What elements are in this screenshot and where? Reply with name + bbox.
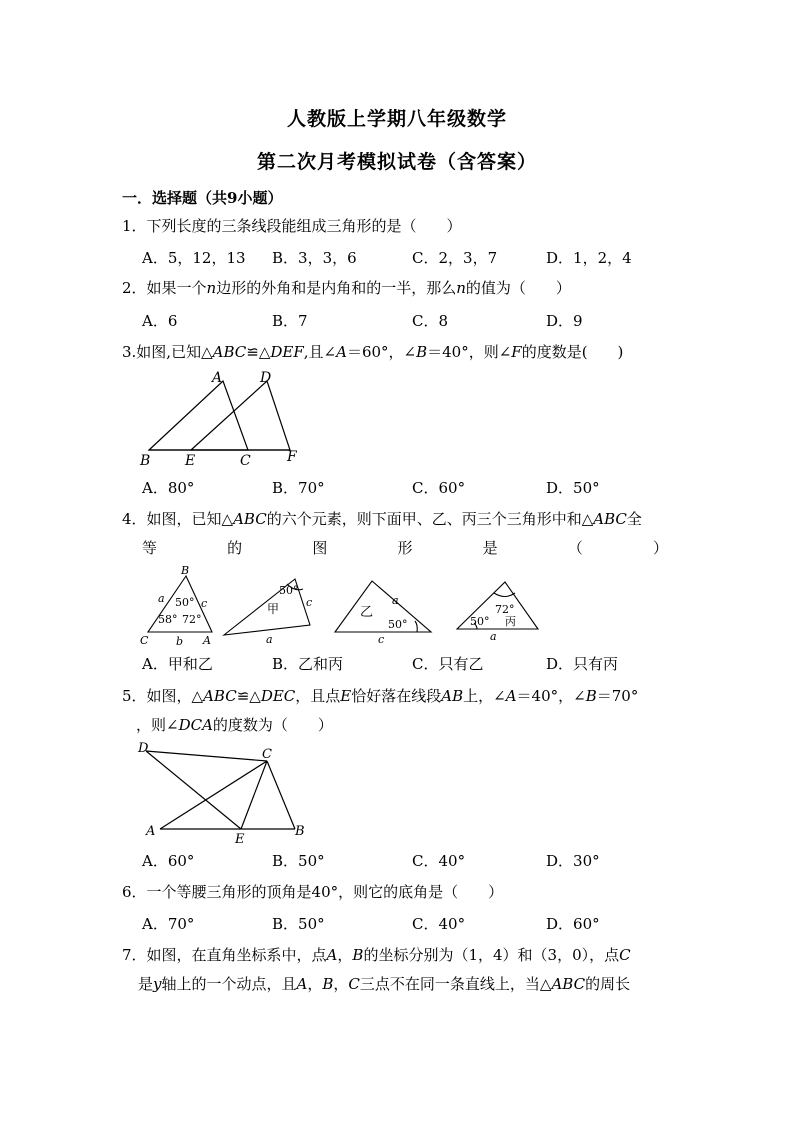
svg-text:B: B bbox=[295, 824, 305, 839]
option-b: B．50° bbox=[272, 915, 325, 933]
option-b: B．7 bbox=[272, 312, 308, 330]
svg-text:A: A bbox=[146, 824, 156, 839]
label-b: B bbox=[140, 453, 151, 469]
option-b: B．3，3，6 bbox=[272, 249, 357, 267]
question-5-text-line2: ，则∠DCA的度数为（ ） bbox=[136, 716, 333, 734]
svg-text:58°: 58° bbox=[158, 613, 178, 626]
question-4-text-line2: 等 的 图 形 是 （ ） bbox=[142, 539, 668, 557]
option-d: D．50° bbox=[546, 479, 600, 497]
question-5-text: 5．如图，△ABC≌△DEC，且点E恰好落在线段AB上，∠A＝40°，∠B＝70° bbox=[122, 687, 639, 705]
option-c: C．2，3，7 bbox=[412, 249, 498, 267]
svg-text:a: a bbox=[392, 594, 399, 607]
question-2-text: 2．如果一个n边形的外角和是内角和的一半，那么n的值为（ ） bbox=[122, 279, 571, 297]
label-a: A bbox=[212, 370, 223, 386]
svg-text:乙: 乙 bbox=[360, 605, 374, 620]
label-d: D bbox=[260, 370, 272, 386]
option-b: B．70° bbox=[272, 479, 325, 497]
question-5-options bbox=[142, 850, 682, 872]
question-7-text-line2: 是y轴上的一个动点，且A，B，C三点不在同一条直线上，当△ABC的周长 bbox=[138, 975, 631, 993]
svg-text:E: E bbox=[235, 832, 245, 847]
option-b: B．50° bbox=[272, 852, 325, 870]
question-1-options bbox=[142, 247, 682, 269]
question-4-options bbox=[142, 653, 682, 675]
option-b: B．乙和丙 bbox=[272, 655, 344, 673]
svg-text:c: c bbox=[201, 597, 208, 610]
figure-q3-triangles bbox=[132, 366, 312, 470]
option-d: D．1，2，4 bbox=[546, 249, 632, 267]
svg-text:甲: 甲 bbox=[267, 602, 280, 616]
svg-text:50°: 50° bbox=[388, 618, 408, 631]
question-6-text: 6．一个等腰三角形的顶角是40°，则它的底角是（ ） bbox=[122, 883, 504, 901]
figure-q4-triangles bbox=[132, 562, 552, 650]
option-d: D．只有丙 bbox=[546, 655, 619, 673]
svg-text:B: B bbox=[181, 564, 190, 577]
question-7-text: 7．如图，在直角坐标系中，点A，B的坐标分别为（1，4）和（3，0），点C bbox=[122, 946, 631, 964]
page-title: 人教版上学期八年级数学 bbox=[286, 108, 507, 130]
section-heading: 一．选择题（共9小题） bbox=[122, 189, 283, 207]
svg-text:A: A bbox=[203, 634, 211, 647]
svg-text:C: C bbox=[140, 634, 149, 647]
question-4-text: 4．如图，已知△ABC的六个元素，则下面甲、乙、丙三个三角形中和△ABC全 bbox=[122, 510, 642, 528]
option-d: D．60° bbox=[546, 915, 600, 933]
svg-text:D: D bbox=[138, 741, 149, 756]
option-d: D．9 bbox=[546, 312, 583, 330]
option-a: A．6 bbox=[142, 312, 178, 330]
label-f: F bbox=[287, 449, 297, 465]
option-a: A．80° bbox=[142, 479, 195, 497]
label-e: E bbox=[185, 453, 196, 469]
svg-text:72°: 72° bbox=[182, 613, 202, 626]
option-a: A．甲和乙 bbox=[142, 655, 213, 673]
svg-text:c: c bbox=[306, 596, 313, 609]
option-c: C．40° bbox=[412, 915, 466, 933]
question-6-options bbox=[142, 913, 682, 935]
option-a: A．60° bbox=[142, 852, 195, 870]
svg-text:c: c bbox=[378, 633, 385, 646]
option-c: C．40° bbox=[412, 852, 466, 870]
svg-text:a: a bbox=[266, 633, 273, 646]
svg-text:50°: 50° bbox=[175, 596, 195, 609]
option-a: A．5，12，13 bbox=[142, 249, 246, 267]
page-subtitle: 第二次月考模拟试卷（含答案） bbox=[256, 151, 537, 173]
svg-text:50°: 50° bbox=[279, 584, 299, 597]
svg-text:C: C bbox=[262, 747, 272, 762]
option-c: C．8 bbox=[412, 312, 449, 330]
figure-q5-triangles bbox=[132, 737, 322, 849]
svg-text:a: a bbox=[490, 630, 497, 643]
question-3-text: 3.如图,已知△ABC≌△DEF,且∠A＝60°，∠B＝40°，则∠F的度数是( ) bbox=[122, 343, 624, 361]
svg-text:72°: 72° bbox=[495, 603, 515, 616]
label-c: C bbox=[240, 453, 251, 469]
question-3-options bbox=[142, 477, 682, 499]
question-2-options bbox=[142, 310, 682, 332]
option-d: D．30° bbox=[546, 852, 600, 870]
option-c: C．只有乙 bbox=[412, 655, 484, 673]
option-a: A．70° bbox=[142, 915, 195, 933]
option-c: C．60° bbox=[412, 479, 466, 497]
question-1-text: 1．下列长度的三条线段能组成三角形的是（ ） bbox=[122, 217, 462, 235]
svg-text:b: b bbox=[176, 635, 184, 648]
svg-text:a: a bbox=[158, 592, 165, 605]
svg-text:丙: 丙 bbox=[505, 615, 516, 628]
svg-text:50°: 50° bbox=[470, 615, 490, 628]
